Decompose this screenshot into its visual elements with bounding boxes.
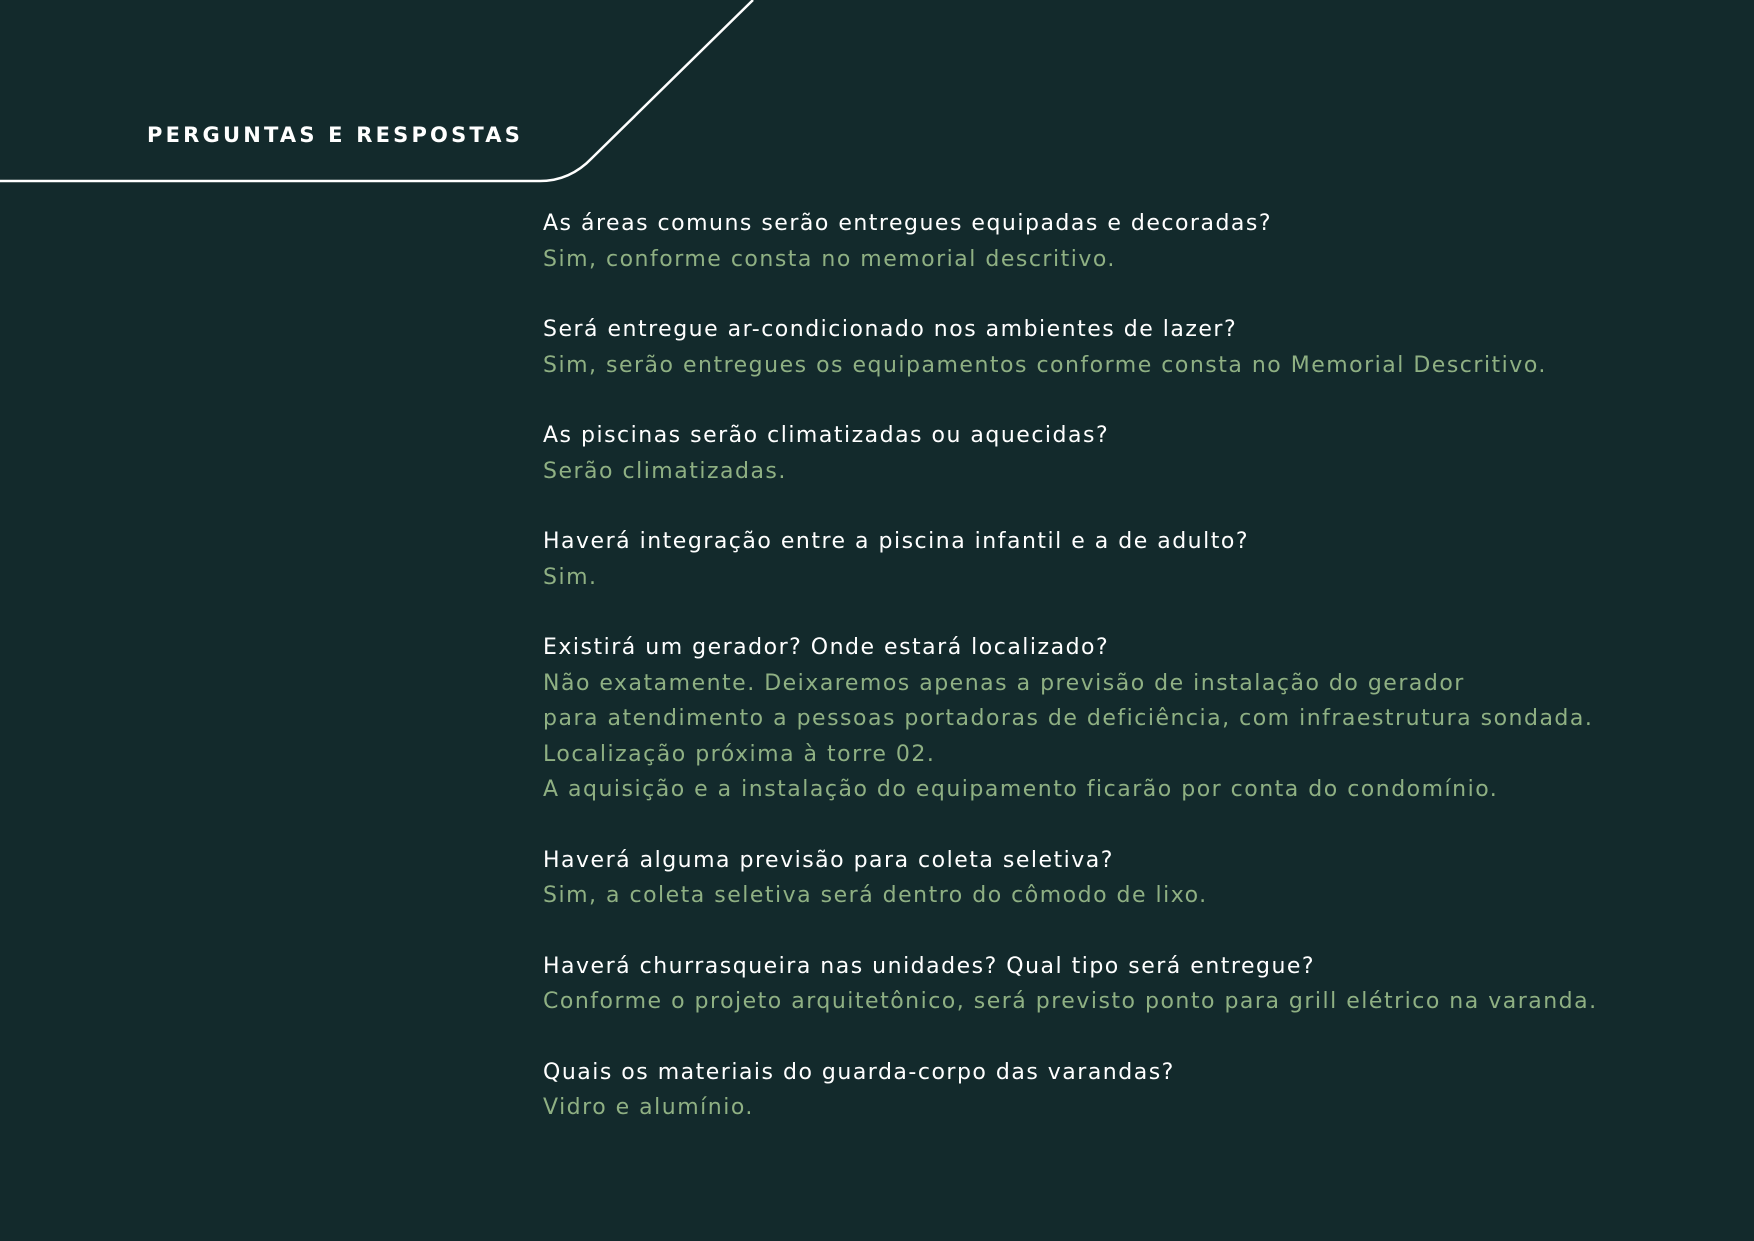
question-text: Existirá um gerador? Onde estará localizado? bbox=[543, 635, 1110, 660]
question-text: As áreas comuns serão entregues equipadas e decoradas? bbox=[543, 211, 1273, 236]
answer-text bbox=[543, 454, 1723, 490]
qa-item bbox=[543, 843, 1723, 914]
answer-text bbox=[543, 242, 1723, 278]
answer-text bbox=[543, 984, 1723, 1020]
answer-line: Vidro e alumínio. bbox=[543, 1095, 754, 1120]
qa-item bbox=[543, 949, 1723, 1020]
answer-line: Sim, conforme consta no memorial descritivo. bbox=[543, 246, 1116, 272]
question-text: Será entregue ar-condicionado nos ambientes de lazer? bbox=[543, 317, 1238, 342]
question-text: Haverá integração entre a piscina infantil e a de adulto? bbox=[543, 529, 1250, 554]
qa-item bbox=[543, 312, 1723, 383]
answer-line: Sim, a coleta seletiva será dentro do cômodo de lixo. bbox=[543, 883, 1208, 908]
answer-line: Conforme o projeto arquitetônico, será previsto ponto para grill elétrico na varanda. bbox=[543, 989, 1598, 1014]
answer-text bbox=[543, 348, 1723, 384]
answer-line: Sim. bbox=[543, 564, 598, 590]
answer-line: Serão climatizadas. bbox=[543, 458, 787, 484]
question-text: Haverá alguma previsão para coleta seletiva? bbox=[543, 847, 1114, 873]
qa-item bbox=[543, 418, 1723, 489]
answer-text bbox=[543, 560, 1723, 596]
qa-item bbox=[543, 630, 1723, 808]
answer-text bbox=[543, 878, 1723, 914]
qa-list bbox=[543, 206, 1723, 1161]
page-title: PERGUNTAS E RESPOSTAS bbox=[147, 123, 524, 147]
answer-line: Localização próxima à torre 02. bbox=[543, 741, 936, 767]
answer-line: Sim, serão entregues os equipamentos conforme consta no Memorial Descritivo. bbox=[543, 352, 1547, 378]
qa-item bbox=[543, 1055, 1723, 1126]
answer-line: A aquisição e a instalação do equipamento ficarão por conta do condomínio. bbox=[543, 777, 1499, 802]
answer-text bbox=[543, 666, 1723, 808]
answer-text bbox=[543, 1090, 1723, 1126]
question-text: Quais os materiais do guarda-corpo das varandas? bbox=[543, 1059, 1175, 1085]
question-text: Haverá churrasqueira nas unidades? Qual tipo será entregue? bbox=[543, 953, 1316, 979]
answer-line: Não exatamente. Deixaremos apenas a previsão de instalação do gerador bbox=[543, 670, 1465, 696]
qa-item bbox=[543, 524, 1723, 595]
question-text: As piscinas serão climatizadas ou aquecidas? bbox=[543, 423, 1110, 448]
answer-line: para atendimento a pessoas portadoras de deficiência, com infraestrutura sondada. bbox=[543, 706, 1594, 731]
qa-item bbox=[543, 206, 1723, 277]
